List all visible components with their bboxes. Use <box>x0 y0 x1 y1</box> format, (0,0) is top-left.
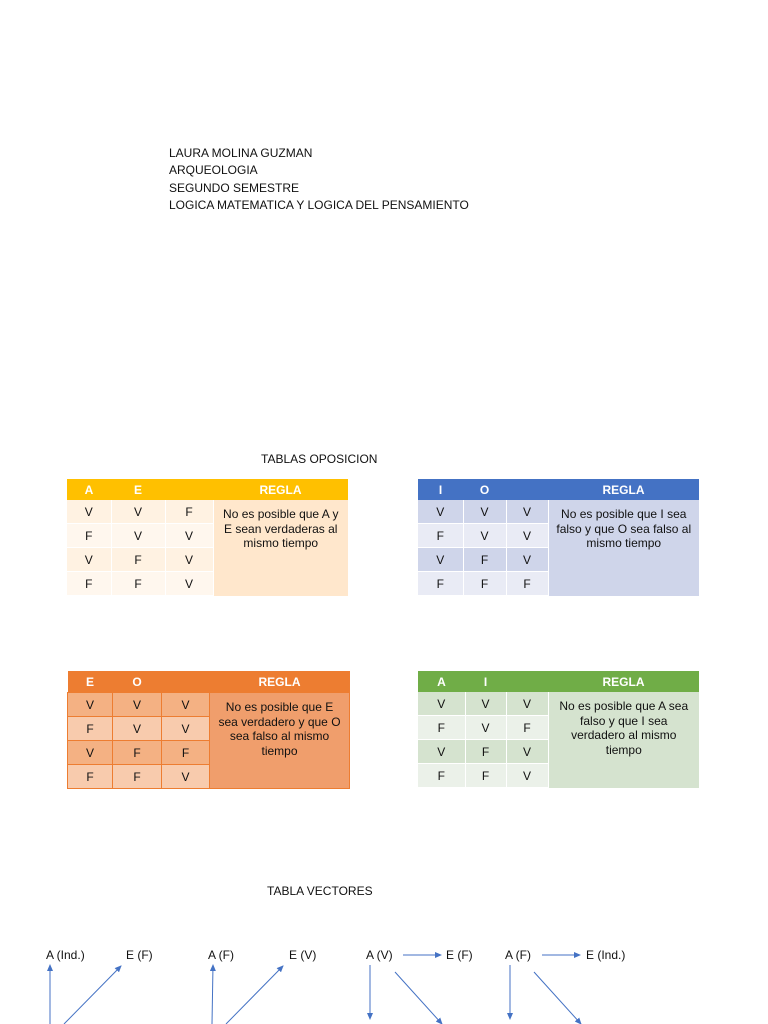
table-cell: F <box>418 764 465 788</box>
table-cell: V <box>165 572 213 596</box>
table-cell: V <box>162 693 210 717</box>
header-cell: REGLA <box>213 479 348 500</box>
table-cell: F <box>113 765 162 789</box>
vector-1-e-label: E (F) <box>126 948 153 962</box>
table-cell: V <box>418 740 465 764</box>
table-cell: F <box>68 717 113 741</box>
table-cell: V <box>463 500 506 524</box>
vector-4-e-label: E (Ind.) <box>586 948 626 962</box>
table-cell: V <box>113 717 162 741</box>
table-cell: V <box>506 740 548 764</box>
header-cell: I <box>465 671 506 692</box>
table-cell: V <box>165 548 213 572</box>
vector-1-diag-arrow <box>64 966 121 1024</box>
vector-3-e-label: E (F) <box>446 948 473 962</box>
table-cell: F <box>463 572 506 596</box>
table-cell: F <box>465 740 506 764</box>
table-cell: F <box>463 548 506 572</box>
table-cell: F <box>111 572 165 596</box>
table-cell: V <box>506 548 548 572</box>
vector-3-a-label: A (V) <box>366 948 393 962</box>
header-cell: O <box>113 671 162 693</box>
table-cell: V <box>68 693 113 717</box>
vector-4-a-label: A (F) <box>505 948 531 962</box>
table-cell: V <box>418 500 463 524</box>
table-cell: V <box>463 524 506 548</box>
table-cell: V <box>465 692 506 716</box>
table-cell: V <box>506 692 548 716</box>
header-cell: E <box>111 479 165 500</box>
table-cell: V <box>165 524 213 548</box>
table-cell: V <box>465 716 506 740</box>
vector-2-up-arrow <box>212 965 213 1024</box>
header-cell: A <box>67 479 111 500</box>
table-cell: F <box>111 548 165 572</box>
vector-1-a-label: A (Ind.) <box>46 948 85 962</box>
header-cell: I <box>418 479 463 500</box>
vector-4-diag-arrow <box>534 972 581 1024</box>
header-cell: REGLA <box>210 671 350 693</box>
table-cell: V <box>418 548 463 572</box>
header-cell: O <box>463 479 506 500</box>
table-cell: V <box>506 764 548 788</box>
tablas-oposicion-title: TABLAS OPOSICION <box>261 452 378 466</box>
table-cell: F <box>67 524 111 548</box>
header-cell: E <box>68 671 113 693</box>
header-cell: REGLA <box>548 479 699 500</box>
table-cell: V <box>113 693 162 717</box>
table-cell: V <box>506 524 548 548</box>
course-name: LOGICA MATEMATICA Y LOGICA DEL PENSAMIENTO <box>169 197 469 212</box>
table-cell: F <box>418 572 463 596</box>
table-cell: F <box>67 572 111 596</box>
header-cell: A <box>418 671 465 692</box>
table-cell: V <box>67 500 111 524</box>
table-cell: F <box>465 764 506 788</box>
vector-2-a-label: A (F) <box>208 948 234 962</box>
header-cell: REGLA <box>548 671 699 692</box>
table-cell: V <box>418 692 465 716</box>
table-cell: F <box>418 524 463 548</box>
semester: SEGUNDO SEMESTRE <box>169 180 300 195</box>
table-cell: F <box>162 741 210 765</box>
career: ARQUEOLOGIA <box>169 163 258 178</box>
table-cell: F <box>68 765 113 789</box>
table-cell: F <box>506 572 548 596</box>
student-name: LAURA MOLINA GUZMAN <box>169 146 313 160</box>
table-cell: V <box>68 741 113 765</box>
rule-cell: No es posible que A y E sean verdaderas al mismo tiempo <box>213 500 348 596</box>
table-cell: V <box>162 717 210 741</box>
table-cell: V <box>111 500 165 524</box>
table-cell: V <box>506 500 548 524</box>
rule-cell: No es posible que I sea falso y que O sea falso al mismo tiempo <box>548 500 699 596</box>
vector-2-e-label: E (V) <box>289 948 317 962</box>
table-cell: F <box>113 741 162 765</box>
rule-cell: No es posible que E sea verdadero y que O sea falso al mismo tiempo <box>210 693 350 789</box>
table-cell: V <box>111 524 165 548</box>
tabla-vectores-title: TABLA VECTORES <box>267 884 373 898</box>
vector-3-diag-arrow <box>395 972 442 1024</box>
table-cell: F <box>165 500 213 524</box>
table-cell: V <box>162 765 210 789</box>
table-cell: V <box>67 548 111 572</box>
rule-cell: No es posible que A sea falso y que I sea verdadero al mismo tiempo <box>548 692 699 788</box>
vector-2-diag-arrow <box>226 966 283 1024</box>
table-cell: F <box>506 716 548 740</box>
table-cell: F <box>418 716 465 740</box>
